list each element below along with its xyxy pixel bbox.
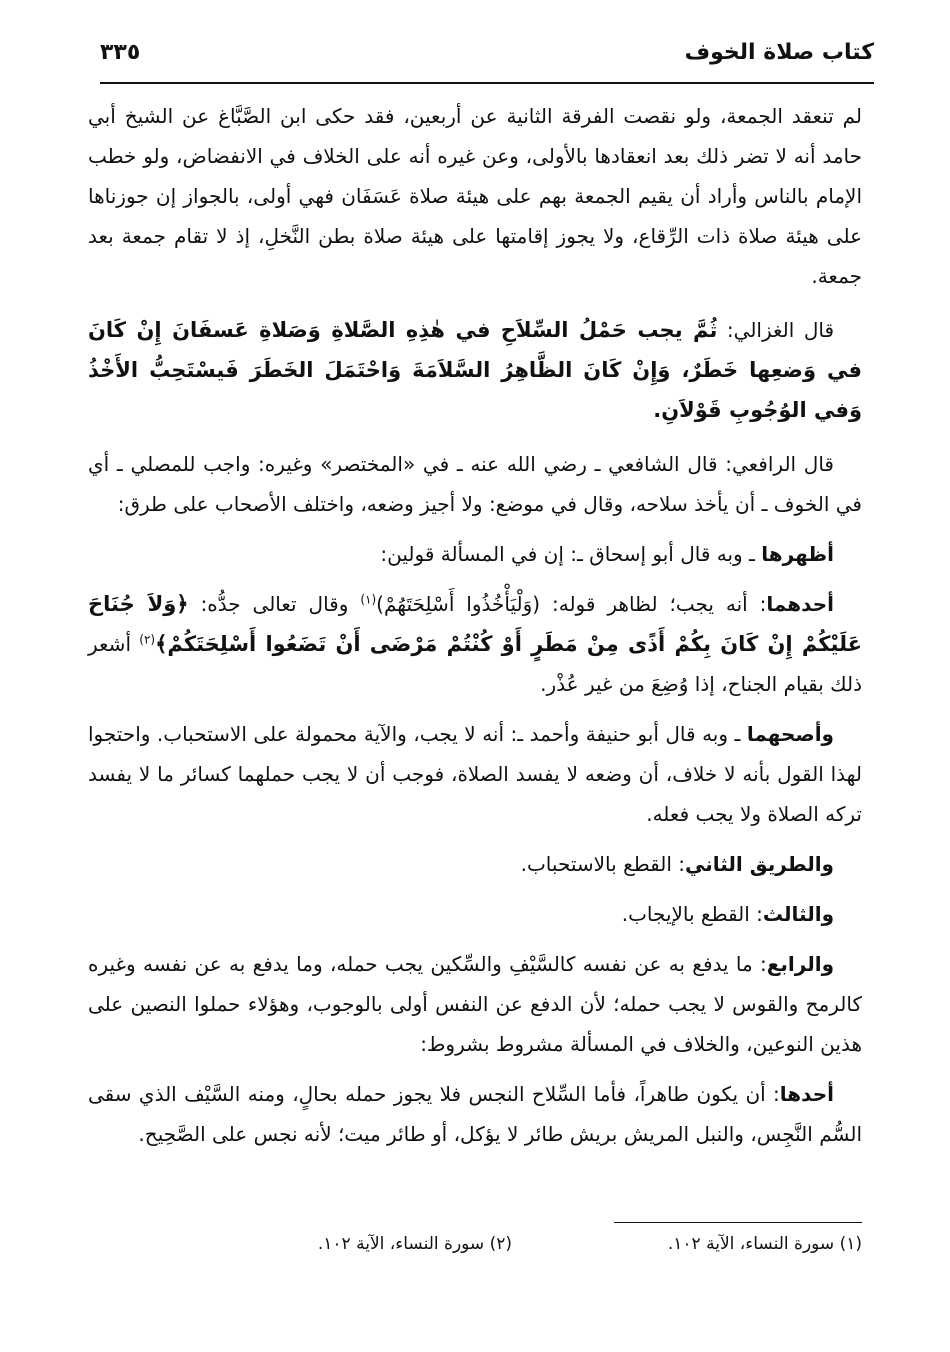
second-way-text: : القطع بالاستحباب.	[520, 852, 685, 876]
paragraph-third-way	[88, 894, 862, 934]
asahhuhuma-text: ـ وبه قال أبو حنيفة وأحمد ـ: أنه لا يجب، والآية محمولة على الاستحباب. واحتجوا لهذا القول بأنه لا خلاف، أن وضعه لا يفسد الصلاة، فوجب أن لا يجب حملهما كسائر ما لا يفسد تركه الصلاة ولا يجب فعله.	[88, 722, 862, 826]
footnote-1: (١) سورة النساء، الآية ١٠٢.	[667, 1234, 862, 1254]
paragraph-rafii: قال الرافعي: قال الشافعي ـ رضي الله عنه ـ في «المختصر» وغيره: واجب للمصلي ـ أي في الخوف ـ أن يأخذ سلاحه، وقال في موضع: ولا أجيز وضعه، واختلف الأصحاب على طرق:	[88, 452, 862, 516]
paragraph-fourth-way	[88, 944, 862, 1064]
paragraph-ghazali	[88, 310, 862, 430]
term-third-way: والثالث	[762, 902, 834, 926]
spacer	[88, 296, 862, 310]
ahaduhuma-text-c: أشعر ذلك بقيام الجناح، إذا وُضِعَ من غير عُذْر.	[88, 632, 862, 696]
spacer	[88, 934, 862, 944]
footnote-ref-2: (٢)	[139, 632, 156, 647]
page-body	[88, 96, 862, 1154]
term-second-way: والطريق الثاني	[684, 852, 834, 876]
spacer	[88, 834, 862, 844]
quran-verse: ﴿وَلاَ جُنَاحَ عَلَيْكُمْ إِنْ كَانَ بِكُمْ أَذًى مِنْ مَطَرٍ أَوْ كُنْتُمْ مَرْضَى أَنْ تَضَعُوا أَسْلِحَتَكُمْ﴾	[88, 592, 863, 656]
spacer	[88, 704, 862, 714]
spacer	[88, 574, 862, 584]
paragraph-condition-1	[88, 1074, 862, 1154]
header-rule	[100, 82, 874, 84]
ghazali-text: ثُمَّ يجب حَمْلُ السِّلاَحِ في هٰذِهِ الصَّلاةِ وَصَلاةِ عَسفَانَ إِنْ كَانَ في وَضعِها خَطَرٌ، وَإِنْ كَانَ الظَّاهِرُ السَّلاَمَةَ وَاحْتَمَلَ الخَطَرَ فَيسْتَحِبُّ الأَخْذُ وَفي الوُجُوبِ قَوْلاَنِ.	[88, 318, 862, 422]
footnotes	[100, 1234, 862, 1264]
paragraph-second-way	[88, 844, 862, 884]
page-number: ٣٣٥	[100, 40, 141, 65]
paragraph-azharuha	[88, 534, 862, 574]
azharuha-text: ـ وبه قال أبو إسحاق ـ: إن في المسألة قولين:	[380, 542, 762, 566]
spacer	[88, 884, 862, 894]
footnote-2: (٢) سورة النساء، الآية ١٠٢.	[317, 1234, 512, 1254]
paragraph-ahaduhuma	[88, 584, 862, 704]
spacer	[88, 524, 862, 534]
term-asahhuhuma: وأصحهما	[746, 722, 834, 746]
term-azharuha: أظهرها	[761, 542, 834, 566]
term-condition-1: أحدها	[779, 1082, 834, 1106]
condition-1-text: : أن يكون طاهراً، فأما السِّلاح النجس فلا يجوز حمله بحالٍ، ومنه السَّيْف الذي سقى السُّم النَّجِس، والنبل المريش بريش طائر لا يؤكل، أو طائر ميت؛ لأنه نجس على الصَّحِيح.	[88, 1082, 862, 1146]
paragraph-1: لم تنعقد الجمعة، ولو نقصت الفرقة الثانية عن أربعين، فقد حكى ابن الصَّبَّاغ عن الشيخ أبي حامد أنه لا تضر ذلك بعد انعقادها بالأولى، وعن غيره أنه على الخلاف في الانفضاض، ولو خطب الإمام بالناس وأراد أن يقيم الجمعة بهم على هيئة صلاة عَسَفَان فهي أولى، بالجواز إن جوزناها على هيئة صلاة ذات الرِّقاع، ولا يجوز إقامتها على هيئة صلاة بطن النَّخلِ، إذ لا تقام جمعة بعد جمعة.	[88, 104, 862, 288]
page-header	[100, 36, 874, 80]
footnote-rule	[614, 1222, 862, 1223]
ahaduhuma-text-a: : أنه يجب؛ لظاهر قوله: (وَلْيَأْخُذُوا أَسْلِحَتَهُمْ)	[376, 592, 767, 616]
paragraph-asahhuhuma	[88, 714, 862, 834]
spacer	[88, 430, 862, 444]
fourth-way-text: : ما يدفع به عن نفسه كالسَّيْفِ والسِّكين يجب حمله، وما يدفع به عن نفسه وغيره كالرمح والقوس لا يجب حمله؛ لأن الدفع عن النفس أولى بالوجوب، وهؤلاء حملوا النصين على هذين النوعين، والخلاف في المسألة مشروط بشروط:	[88, 952, 862, 1056]
term-fourth-way: والرابع	[766, 952, 834, 976]
ghazali-lead: قال الغزالي:	[717, 318, 835, 342]
footnote-ref-1: (١)	[360, 592, 377, 607]
running-title: كتاب صلاة الخوف	[684, 40, 874, 65]
ahaduhuma-text-b: وقال تعالى جدُّه:	[188, 592, 361, 616]
term-ahaduhuma: أحدهما	[766, 592, 834, 616]
spacer	[88, 1064, 862, 1074]
third-way-text: : القطع بالإيجاب.	[621, 902, 763, 926]
